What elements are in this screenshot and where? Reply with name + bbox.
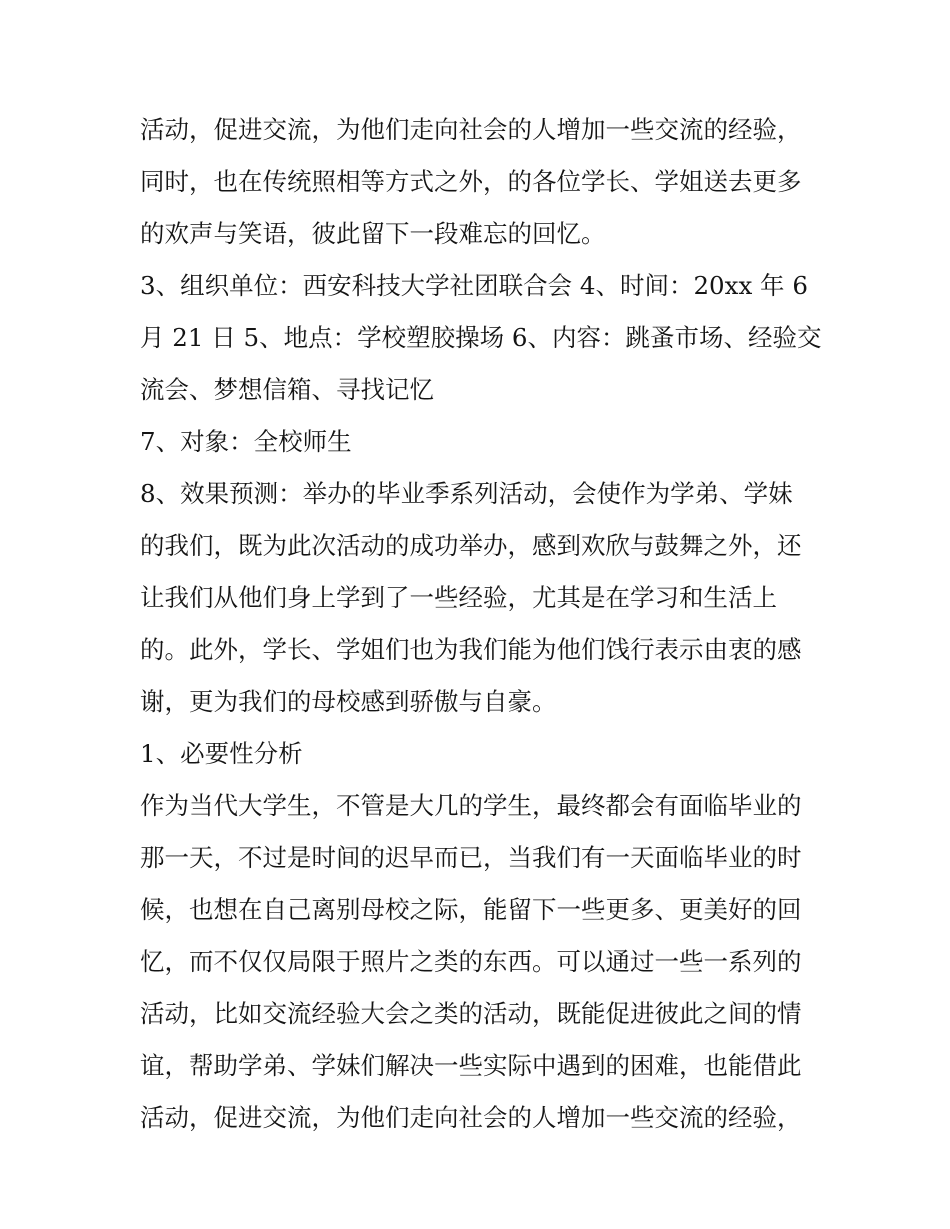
text-line: 谢，更为我们的母校感到骄傲与自豪。 <box>140 687 557 716</box>
text-line: 让我们从他们身上学到了一些经验，尤其是在学习和生活上 <box>140 583 777 612</box>
text-line: 那一天，不过是时间的迟早而已，当我们有一天面临毕业的时 <box>140 843 802 872</box>
text-line: 3、组织单位：西安科技大学社团联合会 4、时间：20xx 年 6 <box>140 271 808 300</box>
text-line: 谊，帮助学弟、学妹们解决一些实际中遇到的困难，也能借此 <box>140 1051 802 1080</box>
document-body <box>140 104 820 1144</box>
text-line: 候，也想在自己离别母校之际，能留下一些更多、更美好的回 <box>140 895 802 924</box>
text-line: 流会、梦想信箱、寻找记忆 <box>140 375 434 404</box>
text-line: 8、效果预测：举办的毕业季系列活动，会使作为学弟、学妹 <box>140 479 793 508</box>
text-line: 活动，促进交流，为他们走向社会的人增加一些交流的经验， <box>140 1103 802 1132</box>
text-line: 活动，促进交流，为他们走向社会的人增加一些交流的经验， <box>140 115 802 144</box>
text-line: 作为当代大学生，不管是大几的学生，最终都会有面临毕业的 <box>140 791 802 820</box>
section-heading: 1、必要性分析 <box>140 739 303 768</box>
text-line: 忆，而不仅仅局限于照片之类的东西。可以通过一些一系列的 <box>140 947 802 976</box>
text-line: 的。此外，学长、学姐们也为我们能为他们饯行表示由衷的感 <box>140 635 802 664</box>
text-line: 的我们，既为此次活动的成功举办，感到欢欣与鼓舞之外，还 <box>140 531 802 560</box>
text-line: 7、对象：全校师生 <box>140 427 352 456</box>
text-line: 活动，比如交流经验大会之类的活动，既能促进彼此之间的情 <box>140 999 802 1028</box>
text-line: 同时，也在传统照相等方式之外，的各位学长、学姐送去更多 <box>140 167 802 196</box>
text-line: 的欢声与笑语，彼此留下一段难忘的回忆。 <box>140 219 606 248</box>
text-line: 月 21 日 5、地点：学校塑胶操场 6、内容：跳蚤市场、经验交 <box>140 323 822 352</box>
